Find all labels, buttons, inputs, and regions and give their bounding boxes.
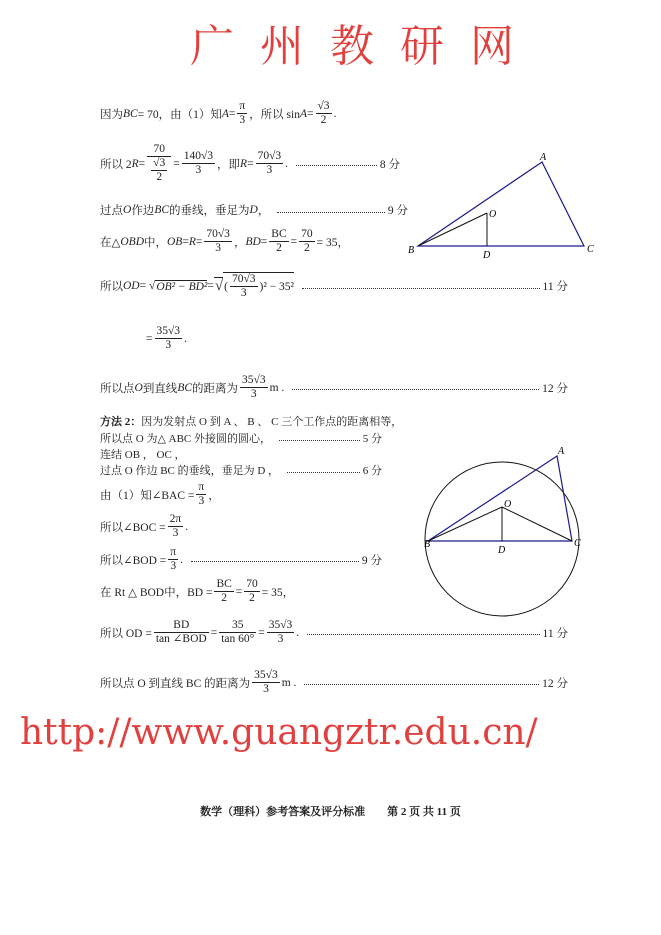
numerator: π [237,100,247,114]
label-D: D [483,250,491,261]
text: . [296,626,300,639]
text: m . [281,676,297,689]
label-O: O [489,209,497,220]
text: . [185,520,189,533]
numerator: 35 [219,619,256,633]
numerator: 35√3 [252,669,280,683]
denominator: 3 [240,287,247,300]
text: 在 Rt △ BOD中，BD = [100,586,213,599]
numerator: 2π [168,513,184,527]
numerator: BC [269,228,288,242]
label-B: B [408,245,415,256]
denominator: 2 [304,242,310,255]
denominator: 2 [320,114,327,127]
denominator: 3 [263,683,269,696]
text: = [138,157,146,170]
text: 所以∠BOD = [100,554,167,567]
text: = [195,235,203,248]
text: = [173,157,180,170]
text: . [333,107,337,120]
watermark-url: http://www.guangztr.edu.cn/ [20,712,538,753]
text: = √ [139,280,156,293]
text: ， [257,205,270,217]
label-D: D [498,545,506,556]
text: . [184,332,187,345]
text: = 70，由（1）知 [137,108,222,121]
text: = [260,235,268,248]
text: 所以 OD = [100,627,152,640]
text: 所以∠BOC = [100,521,166,534]
text: 在△ [100,236,121,249]
numerator: 70√3 [230,273,258,287]
text: BC [177,381,193,394]
text: = [182,235,189,248]
text: R [131,157,139,170]
text: A [299,107,307,120]
text: = [258,626,265,639]
numerator: 70 [299,228,315,242]
text: O [123,204,132,216]
text: ² − 35² [263,280,295,293]
text: 所以 2 [100,158,132,171]
label-A: A [558,446,565,457]
text: = [307,107,314,120]
numerator: 35√3 [240,374,268,388]
text: = [247,157,254,170]
label-B: B [424,539,431,550]
denominator: 3 [172,527,179,540]
label-O: O [504,499,512,510]
watermark-chars: 广州教研网 [190,21,540,72]
text: BC [123,107,138,120]
text: = [207,280,214,293]
label-A: A [540,152,547,163]
numerator: √3 [151,157,167,171]
score: 8 分 [379,158,400,171]
text: OBD [120,235,144,248]
denominator: 3 [170,560,177,573]
text: 中， [144,236,167,249]
score: 5 分 [362,433,382,445]
numerator: π [196,481,206,495]
text: m . [269,381,285,394]
text: 所以 [100,281,123,294]
score: 6 分 [362,465,382,477]
text: ， [208,489,220,502]
denominator: 3 [239,114,246,127]
text: 过点 [100,205,123,217]
text: = [228,107,236,120]
method-label: 方法 2： [100,416,142,428]
numerator: BD [154,619,209,633]
text: 的垂线，垂足为 [169,205,250,217]
label-C: C [574,538,581,549]
text: . [180,553,183,566]
text: . [285,157,288,170]
page-footer: 数学（理科）参考答案及评分标准 第 2 页 共 11 页 [200,806,461,818]
text: 所以点 O 为△ ABC 外接圆的圆心， [100,433,272,445]
text: 过点 O 作边 BC 的垂线，垂足为 D ， [100,465,280,477]
text: O [134,381,143,394]
denominator: 3 [165,339,172,352]
denominator: 3 [198,495,205,508]
denominator: tan 60° [221,633,255,646]
denominator: 3 [215,242,222,255]
score: 9 分 [387,205,408,217]
text: A [221,107,229,120]
score: 11 分 [542,281,568,294]
text: 所以点 O 到直线 BC 的距离为 [100,677,251,690]
sqrt-body: ( $\frac{70√3}{3}$ ) ² − 35² [224,273,295,300]
denominator: 3 [277,633,284,646]
text: = [290,235,298,248]
text: ， [233,236,246,249]
score: 9 分 [361,554,382,567]
text: = [146,332,153,345]
numerator: 70√3 [204,228,232,242]
text: BD [245,235,261,248]
text: ，所以 sin [249,108,300,121]
numerator: 70 [244,578,260,592]
text: 的距离为 [192,382,239,395]
text: OD [123,280,140,293]
denominator: 2 [156,171,163,184]
denominator: 2 [249,592,255,605]
text: BC [154,204,170,216]
numerator: √3 [316,100,332,114]
text: ，即 [217,158,241,171]
label-C: C [587,244,594,255]
denominator: 3 [266,164,273,177]
numerator: 140√3 [182,150,215,164]
text: R [240,157,248,170]
text: 因为 [100,108,123,121]
figure-2-circle [424,446,581,616]
sqrt-sign: √ [214,278,224,295]
numerator: 35√3 [155,325,183,339]
text: = 35， [261,586,295,599]
text: 所以点 [100,382,135,395]
numerator: 70√3 [256,150,284,164]
text: R [188,235,196,248]
denominator: 3 [195,164,202,177]
score: 12 分 [542,677,568,690]
denominator: 3 [250,388,257,401]
text: OB [167,235,183,248]
figure-1-triangle [408,152,594,261]
score: 11 分 [542,627,568,640]
text: OB² − BD² [156,280,208,293]
numerator: 35√3 [267,619,295,633]
denominator: tan ∠BOD [155,633,207,646]
denominator: 2 [221,592,227,605]
numerator: π [168,546,178,560]
numerator: 70 [147,143,171,157]
text: 由（1）知∠BAC = [100,489,195,502]
score: 12 分 [542,382,568,395]
denominator: 2 [276,242,282,255]
text: 作边 [131,205,155,217]
text: 因为发射点 O 到 A 、 B 、 C 三个工作点的距离相等， [141,416,403,428]
text: 连结 OB ， OC ， [100,449,186,461]
text: D [249,204,258,216]
numerator: BC [214,578,233,592]
text: = [235,585,243,598]
text: = 35， [316,236,349,249]
text: 到直线 [142,382,178,395]
text: = [210,626,218,639]
